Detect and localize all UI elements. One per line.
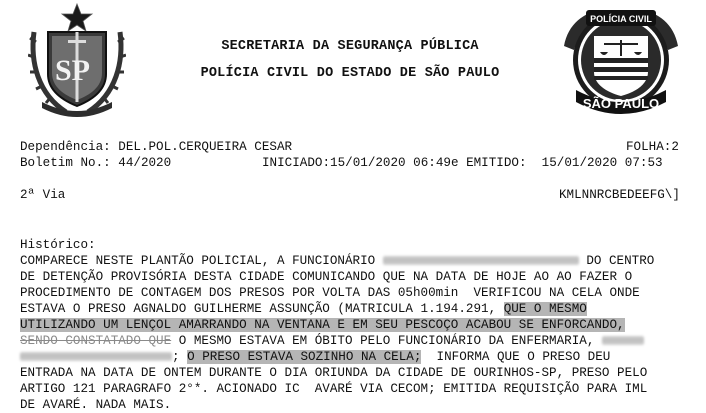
- historico-line-3: PROCEDIMENTO DE CONTAGEM DOS PRESOS POR VOLTA DAS 05h00min VERIFICOU NA CELA ONDE: [20, 286, 640, 300]
- redacted-name: [602, 336, 644, 345]
- datas-row: [262, 155, 663, 171]
- sp-letters: SP: [55, 54, 91, 87]
- redacted-name: [20, 352, 172, 361]
- highlighted-text: O PRESO ESTAVA SOZINHO NA CELA;: [187, 350, 422, 364]
- historico-line-9: ARTIGO 121 PARAGRAFO 2°*. ACIONADO IC AVARÉ VIA CECOM; EMITIDA REQUISIÇÃO PARA IML: [20, 382, 648, 396]
- historico-label: Histórico:: [20, 238, 96, 252]
- historico-line-7: [20, 349, 610, 365]
- boletim-value: 44/2020: [118, 156, 172, 170]
- historico-text: INFORMA QUE O PRESO DEU: [421, 350, 611, 364]
- historico-line-4: [20, 301, 587, 317]
- boletim-label: Boletim No.:: [20, 156, 111, 170]
- historico-line-10: DE AVARÉ. NADA MAIS.: [20, 398, 172, 412]
- via-label: 2ª Via: [20, 188, 66, 202]
- badge-bottom-text: SÃO PAULO: [582, 96, 660, 111]
- highlighted-text: UTILIZANDO UM LENÇOL AMARRANDO NA VENTANA E EM SEU PESCOÇO ACABOU SE ENFORCANDO,: [20, 318, 625, 332]
- dependencia-value: DEL.POL.CERQUEIRA CESAR: [118, 140, 293, 154]
- iniciado-value: 15/01/2020 06:49: [330, 156, 451, 170]
- header-title-policia-civil: POLÍCIA CIVIL DO ESTADO DE SÃO PAULO: [200, 66, 500, 81]
- folha-field: [626, 139, 679, 155]
- redacted-name: [383, 256, 579, 265]
- header-title-secretaria: SECRETARIA DA SEGURANÇA PÚBLICA: [221, 39, 479, 54]
- emitido-label: e EMITIDO:: [450, 156, 527, 170]
- folha-value: 2: [671, 140, 679, 154]
- historico-text: DO CENTRO: [586, 254, 655, 268]
- historico-line-6: [20, 333, 644, 349]
- historico-text: ;: [172, 350, 188, 364]
- historico-line-2: DE DETENÇÃO PROVISÓRIA DESTA CIDADE COMUNICANDO QUE NA DATA DE HOJE AO AO FAZER O: [20, 270, 633, 284]
- highlighted-text: QUE O MESMO: [503, 302, 587, 316]
- historico-text: ESTAVA O PRESO AGNALDO GUILHERME ASSUNÇÃO (MATRICULA 1.194.291,: [20, 302, 504, 316]
- badge-top-text: POLÍCIA CIVIL: [590, 14, 652, 24]
- historico-text: O MESMO ESTAVA EM ÓBITO PELO FUNCIONÁRIO DA ENFERMARIA,: [171, 334, 602, 348]
- historico-text: COMPARECE NESTE PLANTÃO POLICIAL, A FUNCIONÁRIO: [20, 254, 376, 268]
- iniciado-label: INICIADO:: [262, 156, 331, 170]
- document-code: KMLNNRCBEDEEFG\]: [559, 188, 680, 202]
- dependencia-row: [20, 139, 292, 155]
- historico-line-1: [20, 253, 654, 269]
- struck-text: SENDO CONSTATADO QUE: [20, 334, 172, 348]
- dependencia-label: Dependência:: [20, 140, 111, 154]
- emitido-value: 15/01/2020 07:53: [541, 156, 663, 170]
- boletim-row: [20, 155, 171, 171]
- sp-coat-of-arms-logo: [28, 2, 126, 118]
- historico-line-5: [20, 317, 625, 333]
- folha-label: FOLHA:: [626, 140, 672, 154]
- policia-civil-badge-logo: [562, 2, 680, 118]
- historico-line-8: ENTRADA NA DATA DE ONTEM DURANTE O DIA ORIUNDA DA CIDADE DE OURINHOS-SP, PRESO PELO: [20, 366, 648, 380]
